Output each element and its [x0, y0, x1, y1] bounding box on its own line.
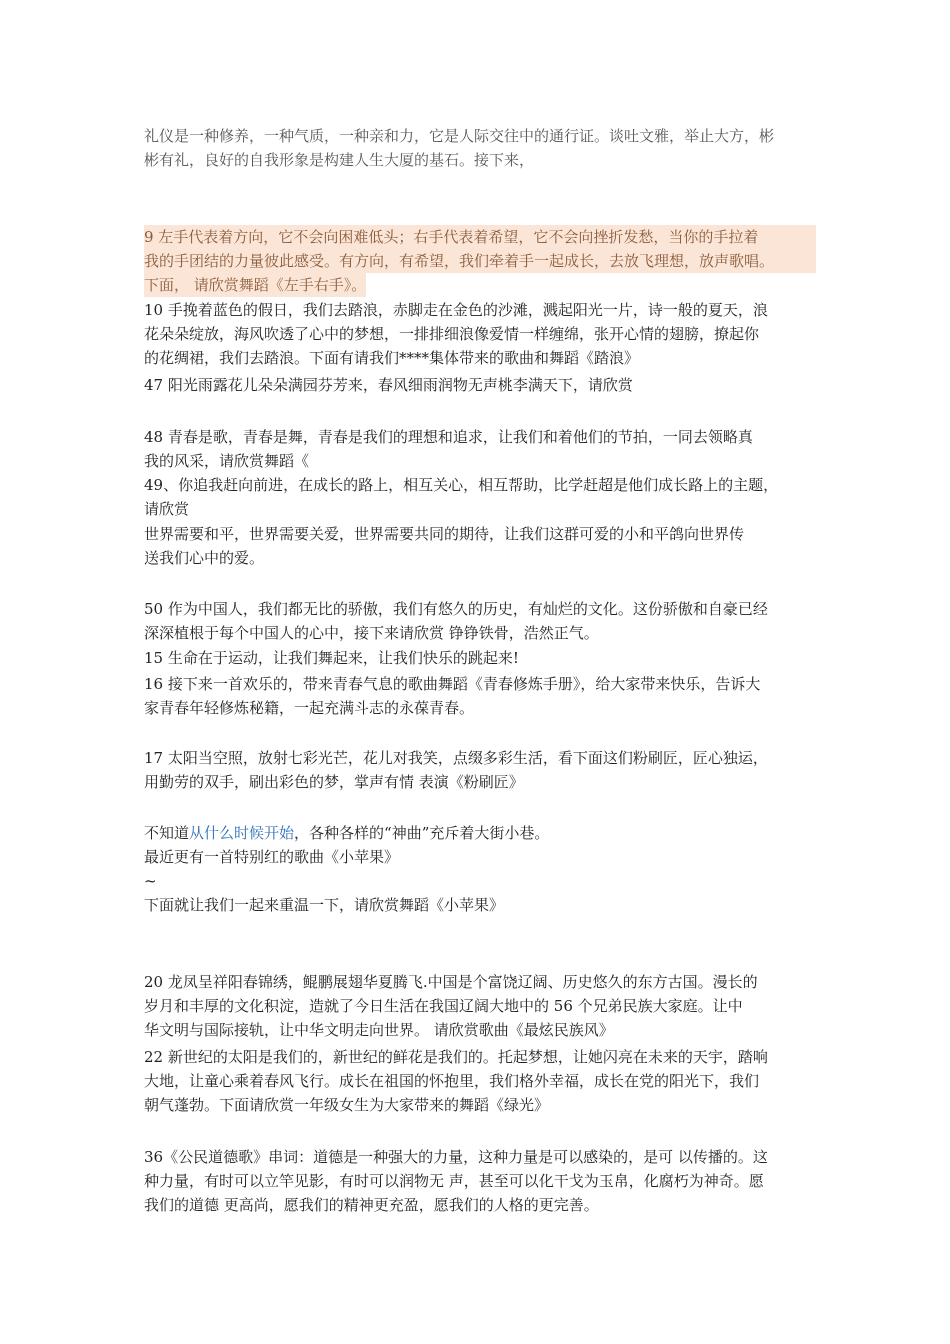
text-line: 种力量，有时可以立竿见影，有时可以润物无 声，甚至可以化干戈为玉帛，化腐朽为神奇。愿 — [144, 1172, 764, 1190]
text-line: 36《公民道德歌》串词：道德是一种强大的力量，这种力量是可以感染的，是可 以传播的。这 — [144, 1148, 768, 1166]
text-line: 朝气蓬勃。下面请欣赏一年级女生为大家带来的舞蹈《绿光》 — [144, 1096, 550, 1114]
text-line: 深深植根于每个中国人的心中，接下来请欣赏 铮铮铁骨，浩然正气。 — [144, 624, 599, 642]
text-line: 22 新世纪的太阳是我们的，新世纪的鲜花是我们的。托起梦想，让她闪亮在未来的天宇，踏响 — [144, 1048, 768, 1066]
text-line: 47 阳光雨露花儿朵朵满园芬芳来，春风细雨润物无声桃李满天下，请欣赏 — [144, 376, 633, 394]
text-line: 世界需要和平，世界需要关爱，世界需要共同的期待，让我们这群可爱的小和平鸽向世界传 — [144, 525, 745, 543]
text-line: 15 生命在于运动，让我们舞起来，让我们快乐的跳起来! — [144, 649, 519, 667]
text-line: 岁月和丰厚的文化积淀，造就了今日生活在我国辽阔大地中的 56 个兄弟民族大家庭。让中 — [144, 997, 743, 1015]
paragraph-49 — [144, 473, 816, 521]
paragraph-20 — [144, 970, 816, 1042]
paragraph-22 — [144, 1045, 816, 1117]
text-line: 家青春年轻修炼秘籍，一起充满斗志的永葆青春。 — [144, 699, 475, 717]
text-line: 48 青春是歌，青春是舞，青春是我们的理想和追求，让我们和着他们的节拍，一同去领略真 — [144, 428, 753, 446]
hyperlink[interactable]: 从什么时候开始 — [189, 824, 295, 842]
text-line: 大地，让童心乘着春风飞行。成长在祖国的怀抱里，我们格外幸福，成长在党的阳光下，我们 — [144, 1072, 760, 1090]
paragraph-10 — [144, 298, 816, 370]
text-line: 20 龙凤呈祥阳春锦绣，鲲鹏展翅华夏腾飞.中国是个富饶辽阔、历史悠久的东方古国。漫长的 — [144, 973, 758, 991]
text-line: 下面就让我们一起来重温一下，请欣赏舞蹈《小苹果》 — [144, 896, 505, 914]
tilde-line: ~ — [144, 872, 157, 890]
text-line: 下面， 请欣赏舞蹈《左手右手》。 — [144, 273, 366, 297]
peace-paragraph — [144, 522, 816, 570]
text-line: 9 左手代表着方向，它不会向困难低头；右手代表着希望，它不会向挫折发愁，当你的手拉着 — [144, 225, 816, 249]
text-line: 礼仪是一种修养，一种气质，一种亲和力，它是人际交往中的通行证。谈吐文雅，举止大方，彬 — [144, 127, 775, 145]
text-line: 我的风采，请欣赏舞蹈《 — [144, 452, 310, 470]
text-line: 最近更有一首特别红的歌曲《小苹果》 — [144, 848, 400, 866]
paragraph-16 — [144, 672, 816, 720]
text-line: 我们的道德 更高尚，愿我们的精神更充盈，愿我们的人格的更完善。 — [144, 1196, 599, 1214]
text-line: 送我们心中的爱。 — [144, 549, 265, 567]
text-line: 彬有礼，良好的自我形象是构建人生大厦的基石。接下来， — [144, 151, 535, 169]
text-line: 华文明与国际接轨，让中华文明走向世界。 请欣赏歌曲《最炫民族风》 — [144, 1021, 614, 1039]
paragraph-36 — [144, 1145, 816, 1217]
highlighted-paragraph-9 — [144, 225, 816, 297]
text-line: 50 作为中国人，我们都无比的骄傲，我们有悠久的历史，有灿烂的文化。这份骄傲和自豪已经 — [144, 600, 768, 618]
apple-intro-paragraph — [144, 821, 816, 917]
text-line: 49、你追我赶向前进，在成长的路上，相互关心，相互帮助，比学赶超是他们成长路上的主题， — [144, 476, 779, 494]
text-line: 10 手挽着蓝色的假日，我们去踏浪，赤脚走在金色的沙滩，溅起阳光一片，诗一般的夏天，浪 — [144, 301, 768, 319]
text-line: 17 太阳当空照，放射七彩光芒，花儿对我笑，点缀多彩生活，看下面这们粉刷匠，匠心独运， — [144, 749, 768, 767]
paragraph-17 — [144, 746, 816, 794]
text-line — [144, 821, 816, 845]
apple-intro-prefix: 不知道 — [144, 824, 190, 842]
text-line: 花朵朵绽放，海风吹透了心中的梦想，一排排细浪像爱情一样缠绵，张开心情的翅膀，撩起你 — [144, 325, 760, 343]
intro-paragraph — [144, 124, 816, 172]
apple-intro-suffix: ，各种各样的“神曲”充斥着大街小巷。 — [294, 824, 550, 842]
text-line: 我的手团结的力量彼此感受。有方向，有希望，我们牵着手一起成长，去放飞理想，放声歌唱。 — [144, 249, 816, 273]
paragraph-48 — [144, 425, 816, 473]
text-line: 16 接下来一首欢乐的，带来青春气息的歌曲舞蹈《青春修炼手册》，给大家带来快乐，告诉大 — [144, 675, 761, 693]
paragraph-47 — [144, 373, 816, 397]
text-line: 请欣赏 — [144, 500, 190, 518]
paragraph-15 — [144, 646, 816, 670]
paragraph-50 — [144, 597, 816, 645]
text-line: 用勤劳的双手，刷出彩色的梦，掌声有情 表演《粉刷匠》 — [144, 773, 524, 791]
text-line: 的花绸裙，我们去踏浪。下面有请我们****集体带来的歌曲和舞蹈《踏浪》 — [144, 349, 640, 367]
